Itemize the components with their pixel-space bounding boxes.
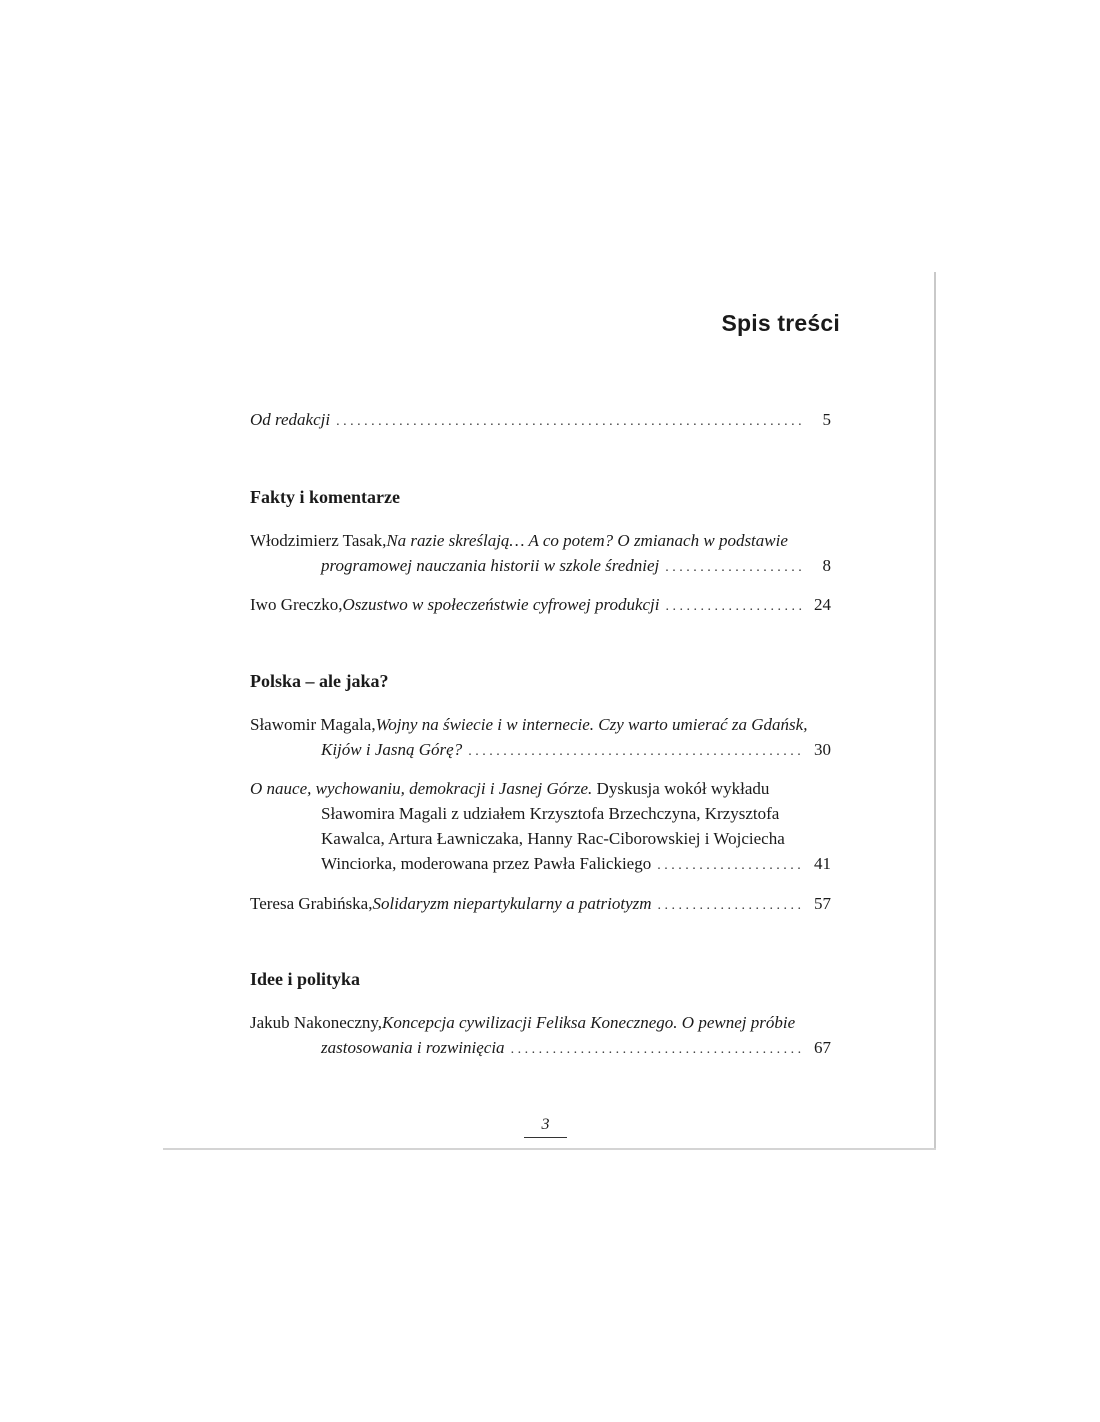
page-number: 41 xyxy=(814,854,831,873)
folio-rule xyxy=(524,1137,567,1138)
dot-leader xyxy=(657,853,803,878)
dot-leader xyxy=(336,409,803,434)
page-number: 57 xyxy=(814,894,831,913)
entry-title: Solidaryzm niepartykularny a patriotyzm xyxy=(372,894,652,913)
dot-leader xyxy=(665,555,803,580)
entry-description-continued: Winciorka, moderowana przez Pawła Falickiego xyxy=(321,854,652,873)
toc-entry[interactable] xyxy=(250,891,831,916)
entry-title: Oszustwo w społeczeństwie cyfrowej produkcji xyxy=(342,595,660,614)
toc-entry[interactable] xyxy=(250,592,831,617)
entry-description-continued: Kawalca, Artura Ławniczaka, Hanny Rac-Ciborowskiej i Wojciecha xyxy=(321,829,785,848)
entry-description-continued: Sławomira Magali z udziałem Krzysztofa Brzechczyna, Krzysztofa xyxy=(321,804,780,823)
entry-author: Sławomir Magala, xyxy=(250,715,376,734)
toc-entry[interactable] xyxy=(250,528,831,578)
entry-author: Iwo Greczko, xyxy=(250,595,343,614)
dot-leader xyxy=(658,893,803,918)
page-number: 30 xyxy=(814,740,831,759)
toc-entry[interactable] xyxy=(250,776,831,876)
page-folio: 3 xyxy=(541,1116,550,1133)
toc-entry[interactable] xyxy=(250,712,831,762)
entry-title-continued: zastosowania i rozwinięcia xyxy=(321,1038,505,1057)
page-number: 5 xyxy=(822,410,831,429)
entry-title: Wojny na świecie i w internecie. Czy warto umierać za Gdańsk, xyxy=(375,715,808,734)
page-number: 8 xyxy=(822,556,831,575)
dot-leader xyxy=(666,594,803,619)
page-number: 67 xyxy=(814,1038,831,1057)
page-number: 24 xyxy=(814,595,831,614)
toc-entry-editorial[interactable] xyxy=(250,407,831,432)
toc-entry[interactable] xyxy=(250,1010,831,1060)
dot-leader xyxy=(468,739,803,764)
entry-title: Od redakcji xyxy=(250,410,331,429)
entry-title: Koncepcja cywilizacji Feliksa Konecznego. O pewnej próbie xyxy=(382,1013,796,1032)
entry-title: Na razie skreślają… A co potem? O zmianach w podstawie xyxy=(386,531,788,550)
entry-description: Dyskusja wokół wykładu xyxy=(592,779,770,798)
dot-leader xyxy=(511,1037,803,1062)
section-heading: Polska – ale jaka? xyxy=(250,671,389,691)
entry-title: O nauce, wychowaniu, demokracji i Jasnej Górze. xyxy=(250,779,593,798)
entry-title-continued: programowej nauczania historii w szkole średniej xyxy=(321,556,660,575)
entry-author: Teresa Grabińska, xyxy=(250,894,373,913)
section-heading: Fakty i komentarze xyxy=(250,487,400,507)
entry-title-continued: Kijów i Jasną Górę? xyxy=(321,740,463,759)
section-heading: Idee i polityka xyxy=(250,969,361,989)
page-edge-bottom xyxy=(163,1148,936,1150)
page-title: Spis treści xyxy=(721,310,840,336)
entry-author: Jakub Nakoneczny, xyxy=(250,1013,383,1032)
page-edge-right xyxy=(934,272,936,1150)
entry-author: Włodzimierz Tasak, xyxy=(250,531,387,550)
